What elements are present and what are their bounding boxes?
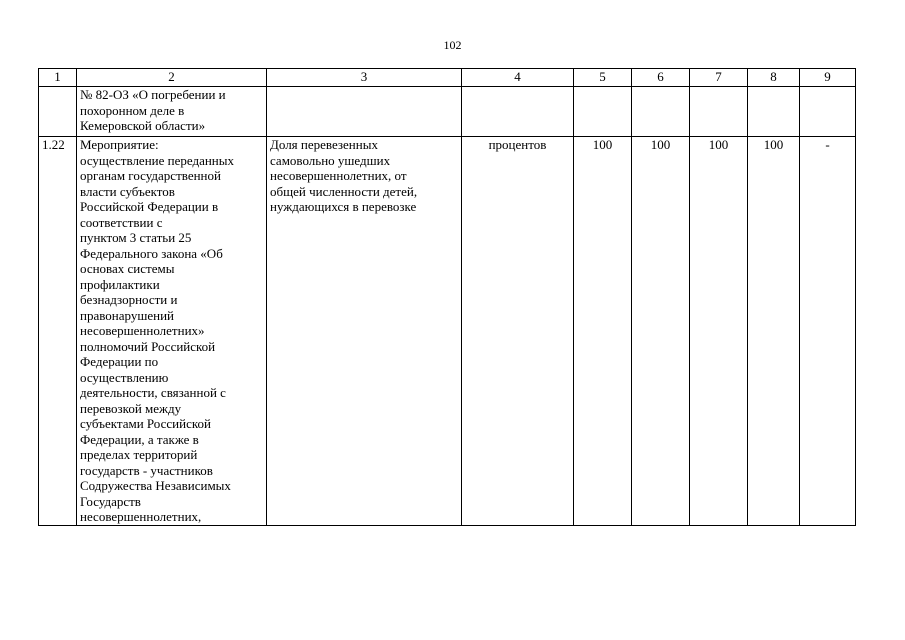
value-cell-5: 100 bbox=[574, 137, 632, 526]
value-cell-8: 100 bbox=[748, 137, 800, 526]
header-cell-2: 2 bbox=[77, 69, 267, 87]
indicator-cell bbox=[267, 87, 462, 137]
table-row bbox=[39, 137, 856, 526]
header-cell-5: 5 bbox=[574, 69, 632, 87]
header-cell-8: 8 bbox=[748, 69, 800, 87]
value-cell-6: 100 bbox=[632, 137, 690, 526]
indicators-table bbox=[38, 68, 856, 526]
indicator-cell: Доля перевезенных самовольно ушедших несовершеннолетних, от общей численности детей, нуждающихся в перевозке bbox=[267, 137, 462, 526]
value-cell-8 bbox=[748, 87, 800, 137]
header-cell-7: 7 bbox=[690, 69, 748, 87]
value-cell-7: 100 bbox=[690, 137, 748, 526]
value-cell-9: - bbox=[800, 137, 856, 526]
activity-cell: Мероприятие: осуществление переданных органам государственной власти субъектов Российской Федерации в соответствии с пунктом 3 статьи 25 Федерального закона «Об основах системы профилактики безнадзорности и правонарушений несовершеннолетних» полномочий Российской Федерации по осуществлению деятельности, связанной с перевозкой между субъектами Российской Федерации, а также в пределах территорий государств - участников Содружества Независимых Государств несовершеннолетних, bbox=[77, 137, 267, 526]
value-cell-9 bbox=[800, 87, 856, 137]
header-cell-9: 9 bbox=[800, 69, 856, 87]
activity-cell: № 82-ОЗ «О погребении и похоронном деле в Кемеровской области» bbox=[77, 87, 267, 137]
header-cell-6: 6 bbox=[632, 69, 690, 87]
header-cell-4: 4 bbox=[462, 69, 574, 87]
value-cell-5 bbox=[574, 87, 632, 137]
unit-cell bbox=[462, 87, 574, 137]
value-cell-6 bbox=[632, 87, 690, 137]
header-cell-3: 3 bbox=[267, 69, 462, 87]
page-number: 102 bbox=[443, 38, 462, 52]
table-row bbox=[39, 87, 856, 137]
header-row bbox=[39, 69, 856, 87]
row-number-cell bbox=[39, 87, 77, 137]
row-number-cell: 1.22 bbox=[39, 137, 77, 526]
header-cell-1: 1 bbox=[39, 69, 77, 87]
unit-cell: процентов bbox=[462, 137, 574, 526]
value-cell-7 bbox=[690, 87, 748, 137]
